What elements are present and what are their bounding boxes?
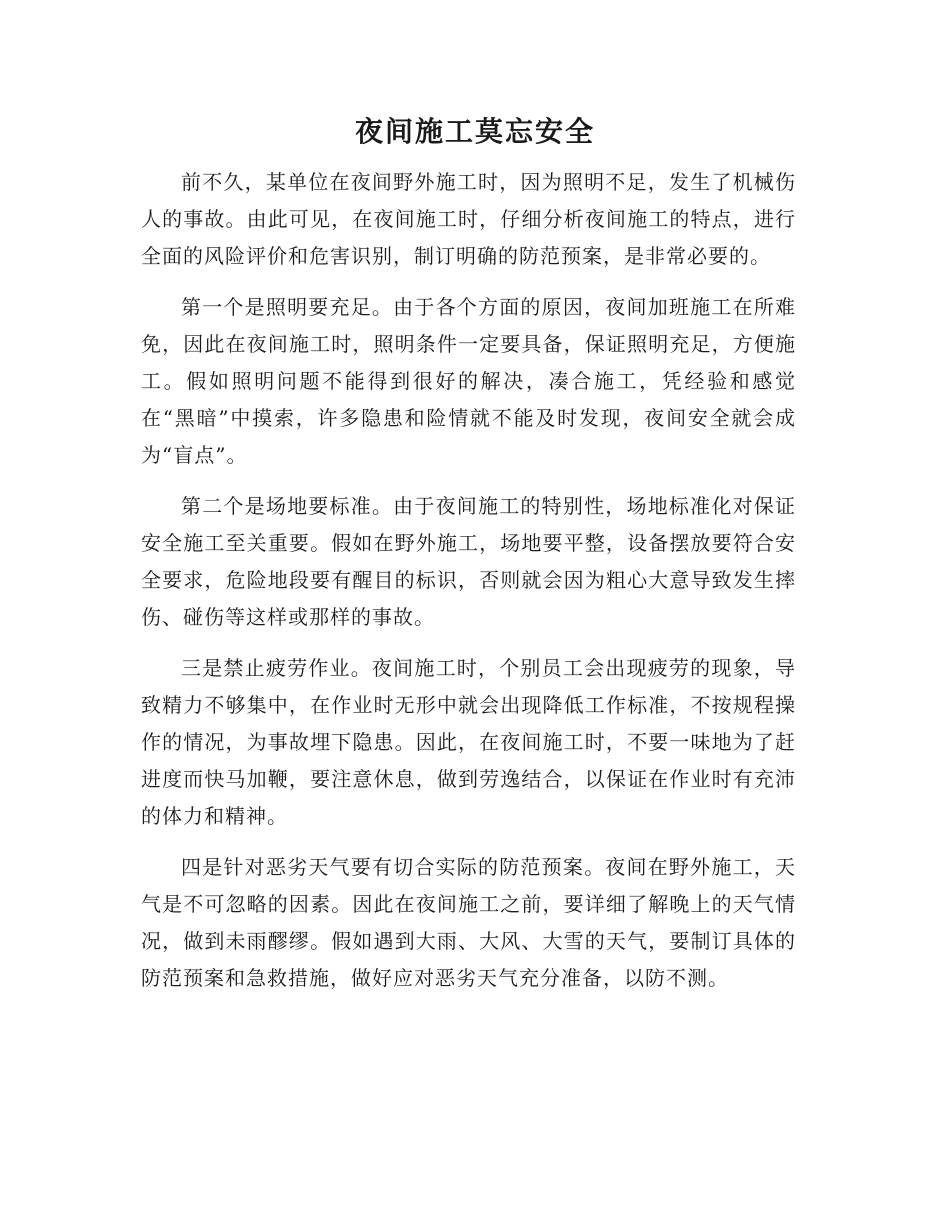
paragraph-lighting: 第一个是照明要充足。由于各个方面的原因，夜间加班施工在所难免，因此在夜间施工时，照明条件一定要具备，保证照明充足，方便施工。假如照明问题不能得到很好的解决，凑合施工，凭经验和感觉在“黑暗”中摸索，许多隐患和险情就不能及时发现，夜间安全就会成为“盲点”。 xyxy=(141,295,796,467)
paragraph-bad-weather: 四是针对恶劣天气要有切合实际的防范预案。夜间在野外施工，天气是不可忽略的因素。因此在夜间施工之前，要详细了解晚上的天气情况，做到未雨醪缪。假如遇到大雨、大风、大雪的天气，要制订具体的防范预案和急救措施，做好应对恶劣天气充分准备，以防不测。 xyxy=(141,855,796,990)
paragraph-site-standard: 第二个是场地要标准。由于夜间施工的特别性，场地标准化对保证安全施工至关重要。假如在野外施工，场地要平整，设备摆放要符合安全要求，危险地段要有醒目的标识，否则就会因为粗心大意导致发生摔伤、碰伤等这样或那样的事故。 xyxy=(141,494,796,629)
paragraph-no-fatigue: 三是禁止疲劳作业。夜间施工时，个别员工会出现疲劳的现象，导致精力不够集中，在作业时无形中就会出现降低工作标准，不按规程操作的情况，为事故埋下隐患。因此，在夜间施工时，不要一味地为了赶进度而快马加鞭，要注意休息，做到劳逸结合，以保证在作业时有充沛的体力和精神。 xyxy=(141,656,796,828)
paragraph-intro: 前不久，某单位在夜间野外施工时，因为照明不足，发生了机械伤人的事故。由此可见，在夜间施工时，仔细分析夜间施工的特点，进行全面的风险评价和危害识别，制订明确的防范预案，是非常必要的。 xyxy=(141,170,796,268)
document-title: 夜间施工莫忘安全 xyxy=(354,115,595,148)
document-body xyxy=(141,164,796,1011)
